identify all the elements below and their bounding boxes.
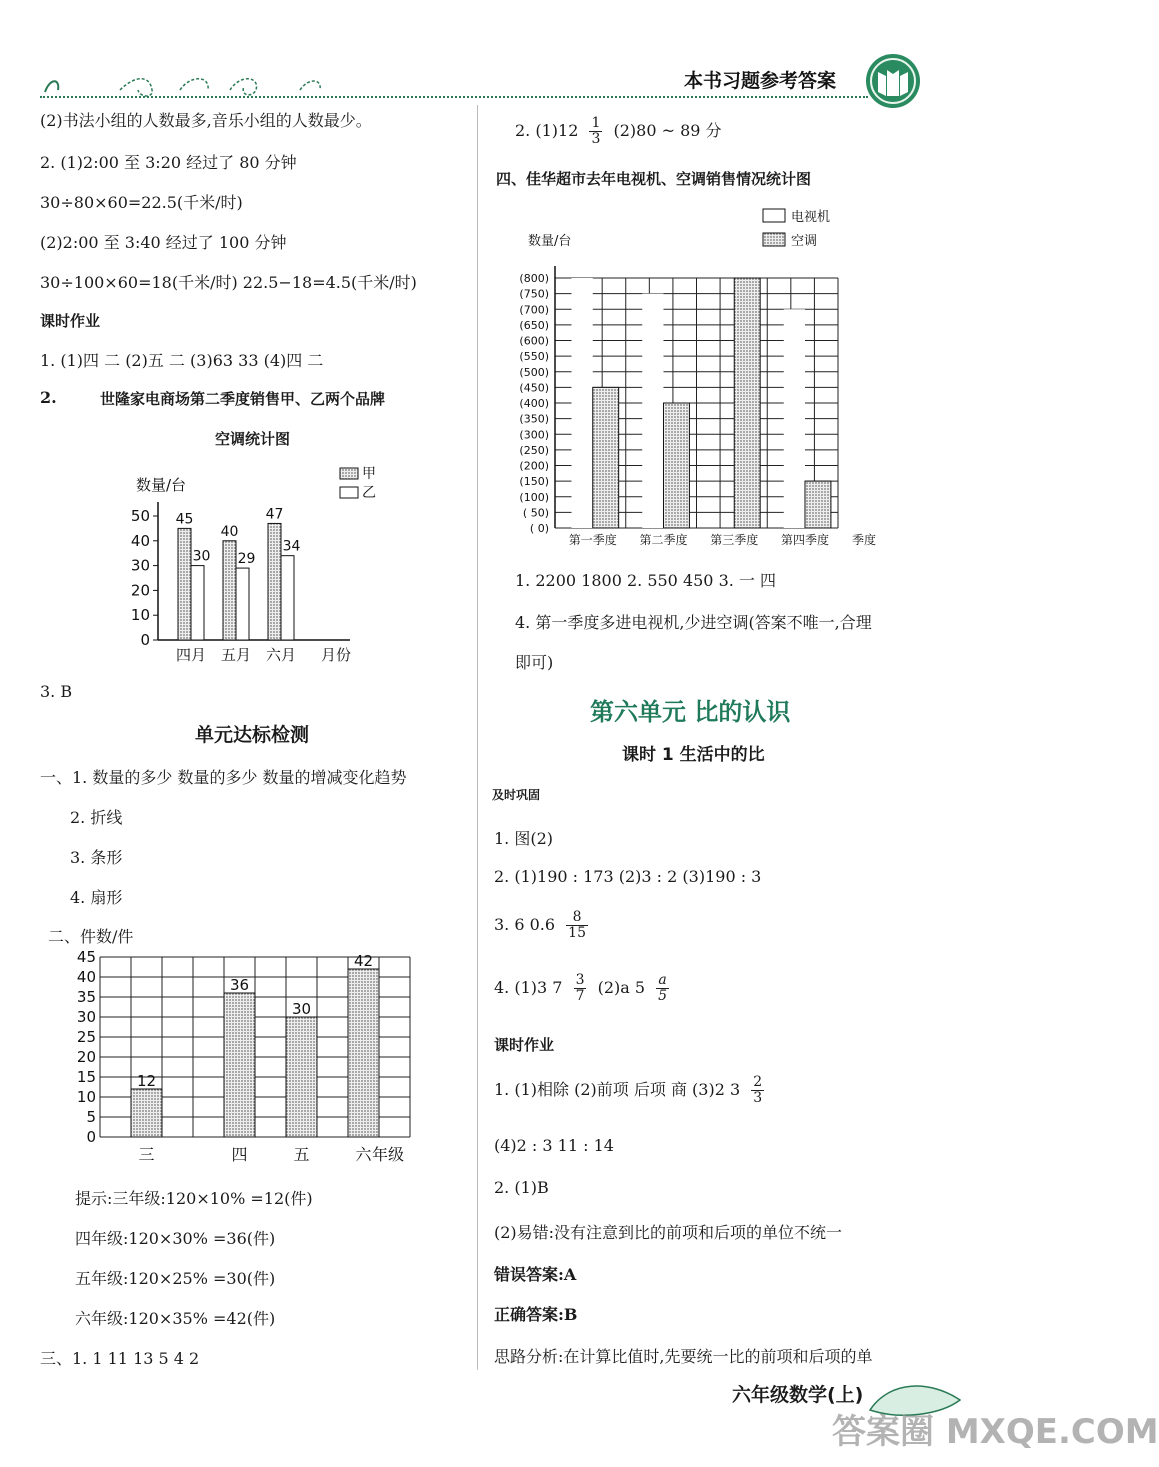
y-tick-label: 35 (76, 988, 96, 1006)
answer-line: (2)易错:没有注意到比的前项和后项的单位不统一 (494, 1223, 843, 1242)
legend-label: 甲 (362, 466, 376, 482)
fraction: $\frac{a}{5}$ (658, 972, 668, 1004)
bar-yi (281, 556, 294, 640)
legend-label: 乙 (362, 485, 376, 501)
grade-bar-chart (70, 930, 430, 1170)
answer-line: 1. 2200 1800 2. 550 450 3. 一 四 (515, 571, 777, 590)
chart-ylabel: 数量/台 (136, 476, 187, 494)
answer-line: 4. 扇形 (70, 888, 123, 907)
answer-line: 30÷80×60=22.5(千米/时) (40, 193, 243, 212)
chart-caption: 四、佳华超市去年电视机、空调销售情况统计图 (496, 170, 812, 188)
section-heading: 及时巩固 (492, 788, 541, 802)
chart-ylabel: 二、件数/件 (48, 927, 134, 946)
x-tick-label: 第二季度 (639, 533, 688, 547)
x-tick-label: 第三季度 (710, 533, 759, 547)
y-tick-label: (550) (519, 350, 549, 364)
data-label: 12 (136, 1072, 157, 1090)
answer-line: 2. (1)B (494, 1178, 549, 1197)
header-rule (40, 96, 868, 98)
bar-ac (734, 278, 760, 528)
bar-ac (805, 481, 831, 528)
hint-line: 六年级:120×35% =42(件) (75, 1309, 276, 1328)
answer-line: 2. 折线 (70, 808, 123, 827)
y-tick-label: (300) (519, 428, 549, 442)
y-tick-label: (700) (519, 303, 549, 317)
book-logo-icon (864, 52, 922, 110)
legend-swatch-ac (763, 233, 785, 246)
answer-line: 一、1. 数量的多少 数量的多少 数量的增减变化趋势 (40, 768, 407, 787)
legend-swatch-tv (763, 209, 785, 222)
x-tick-label: 五 (293, 1145, 310, 1164)
x-tick-label: 四 (231, 1145, 248, 1164)
y-tick-label: ( 50) (522, 506, 549, 520)
bar-yi (236, 568, 249, 640)
footer-title: 六年级数学(上) (732, 1384, 864, 1406)
bar (348, 969, 379, 1137)
section-heading: 课时作业 (494, 1036, 555, 1054)
y-tick-label: (450) (519, 381, 549, 395)
chart-caption: 空调统计图 (215, 430, 291, 448)
answer-line: (4)2 : 3 11 : 14 (494, 1136, 614, 1155)
bar-yi (191, 566, 204, 640)
y-tick-label: 10 (76, 1088, 96, 1106)
answer-line: 1. 图(2) (494, 829, 554, 848)
y-tick-label: 0 (86, 1128, 96, 1146)
answer-line: 3. 6 0.6 $\frac{8}{15}$ (494, 909, 586, 941)
y-tick-label: (750) (519, 287, 549, 301)
answer-line: 2. (1)12 $\frac{1}{3}$ (2)80 ~ 89 分 (515, 115, 722, 147)
y-tick-label: 25 (76, 1028, 96, 1046)
answer-line: 思路分析:在计算比值时,先要统一比的前项和后项的单 (494, 1347, 873, 1366)
answer-line: 3. 条形 (70, 848, 123, 867)
answer-line: 30÷100×60=18(千米/时) 22.5−18=4.5(千米/时) (40, 273, 417, 292)
data-label: 36 (229, 976, 250, 994)
y-tick-label: (200) (519, 459, 549, 473)
bar-jia (178, 528, 191, 640)
x-tick-label: 五月 (220, 646, 252, 664)
y-tick-label: (150) (519, 475, 549, 489)
answer-line: 3. B (40, 682, 73, 701)
answer-line: 4. (1)3 7 $\frac{3}{7}$ (2)a 5 $\frac{a}{5}$ (494, 972, 668, 1004)
y-tick-label: 20 (76, 1048, 96, 1066)
y-tick-label: (600) (519, 334, 549, 348)
bar-jia (223, 541, 236, 640)
answer-line: 4. 第一季度多进电视机,少进空调(答案不唯一,合理 (515, 613, 872, 632)
legend-swatch-yi (340, 487, 358, 498)
chart-xlabel: 月份 (320, 646, 352, 664)
answer-line: 1. (1)相除 (2)前项 后项 商 (3)2 3 $\frac{2}{3}$ (494, 1074, 763, 1106)
legend-label: 电视机 (791, 210, 831, 225)
x-tick-label: 六 (355, 1145, 372, 1164)
answer-line: (2)2:00 至 3:40 经过了 100 分钟 (40, 233, 287, 252)
lesson-title: 课时 1 生活中的比 (622, 745, 765, 765)
y-tick-label: 10 (130, 606, 150, 625)
x-tick-label: 四月 (175, 646, 207, 664)
quarter-bar-chart (500, 200, 900, 555)
section-heading: 单元达标检测 (195, 724, 310, 746)
x-tick-label: 第四季度 (780, 533, 829, 547)
y-tick-label: 5 (86, 1108, 96, 1126)
chart-xlabel: 季度 (851, 533, 877, 547)
chart-xlabel: 年级 (371, 1145, 405, 1164)
y-tick-label: (650) (519, 318, 549, 332)
bar (286, 1017, 317, 1137)
y-tick-label: (350) (519, 412, 549, 426)
y-tick-label: 30 (76, 1008, 96, 1026)
data-label: 30 (192, 548, 211, 565)
answer-number: 2. (40, 388, 57, 407)
x-tick-label: 六月 (265, 646, 297, 664)
answer-line: 1. (1)四 二 (2)五 二 (3)63 33 (4)四 二 (40, 351, 324, 370)
data-label: 30 (291, 1000, 312, 1018)
y-tick-label: 40 (76, 968, 96, 986)
bar-tv (784, 309, 805, 528)
data-label: 40 (220, 523, 239, 540)
column-divider (477, 105, 478, 1370)
x-tick-label: 三 (138, 1145, 155, 1164)
section-heading: 课时作业 (40, 312, 101, 330)
bar-tv (572, 278, 593, 528)
bar-jia (268, 523, 281, 640)
y-tick-label: 40 (130, 531, 150, 550)
y-tick-label: ( 0) (529, 522, 549, 535)
y-tick-label: 0 (140, 631, 150, 649)
bar-tv (642, 294, 663, 528)
data-label: 42 (353, 952, 374, 970)
y-tick-label: 50 (130, 507, 150, 525)
y-tick-label: (800) (519, 272, 549, 285)
y-tick-label: 15 (76, 1068, 96, 1086)
hint-line: 五年级:120×25% =30(件) (75, 1269, 276, 1288)
fraction: $\frac{2}{3}$ (753, 1074, 763, 1106)
fraction: $\frac{3}{7}$ (575, 972, 585, 1004)
bar (131, 1089, 162, 1137)
hint-line: 四年级:120×30% =36(件) (75, 1229, 276, 1248)
data-label: 34 (282, 538, 301, 555)
bar-ac (593, 387, 619, 528)
y-tick-label: 45 (76, 948, 96, 966)
data-label: 29 (237, 551, 256, 568)
answer-line: 2. (1)2:00 至 3:20 经过了 80 分钟 (40, 153, 297, 172)
y-tick-label: (250) (519, 443, 549, 457)
data-label: 47 (265, 506, 284, 523)
data-label: 45 (175, 511, 194, 528)
bar (224, 993, 255, 1137)
answer-line: 即可) (515, 653, 554, 672)
watermark: 答案圈 MXQE.COM (832, 1412, 1159, 1452)
y-tick-label: 20 (130, 581, 150, 600)
answer-line: 2. (1)190 : 173 (2)3 : 2 (3)190 : 3 (494, 867, 762, 886)
x-tick-label: 第一季度 (568, 533, 617, 547)
ac-bar-chart (120, 460, 376, 670)
legend-label: 空调 (791, 234, 818, 249)
header-title: 本书习题参考答案 (684, 70, 837, 92)
y-tick-label: 30 (130, 556, 150, 575)
chart-caption: 世隆家电商场第二季度销售甲、乙两个品牌 (100, 390, 386, 408)
y-tick-label: (100) (519, 490, 549, 504)
y-tick-label: (400) (519, 397, 549, 410)
unit-title: 第六单元 比的认识 (590, 698, 791, 726)
fraction: $\frac{1}{3}$ (591, 115, 601, 147)
legend-swatch-jia (340, 468, 358, 479)
y-tick-label: (500) (519, 365, 549, 379)
answer-line: 三、1. 1 11 13 5 4 2 (40, 1349, 200, 1368)
answer-line: 正确答案:B (494, 1305, 578, 1324)
chart-ylabel: 数量/台 (528, 234, 572, 249)
answer-line: (2)书法小组的人数最多,音乐小组的人数最少。 (40, 111, 372, 130)
hint-line: 提示:三年级:120×10% =12(件) (75, 1189, 313, 1208)
bar-ac (663, 403, 689, 528)
answer-line: 错误答案:A (494, 1265, 577, 1284)
fraction: $\frac{8}{15}$ (568, 909, 586, 941)
